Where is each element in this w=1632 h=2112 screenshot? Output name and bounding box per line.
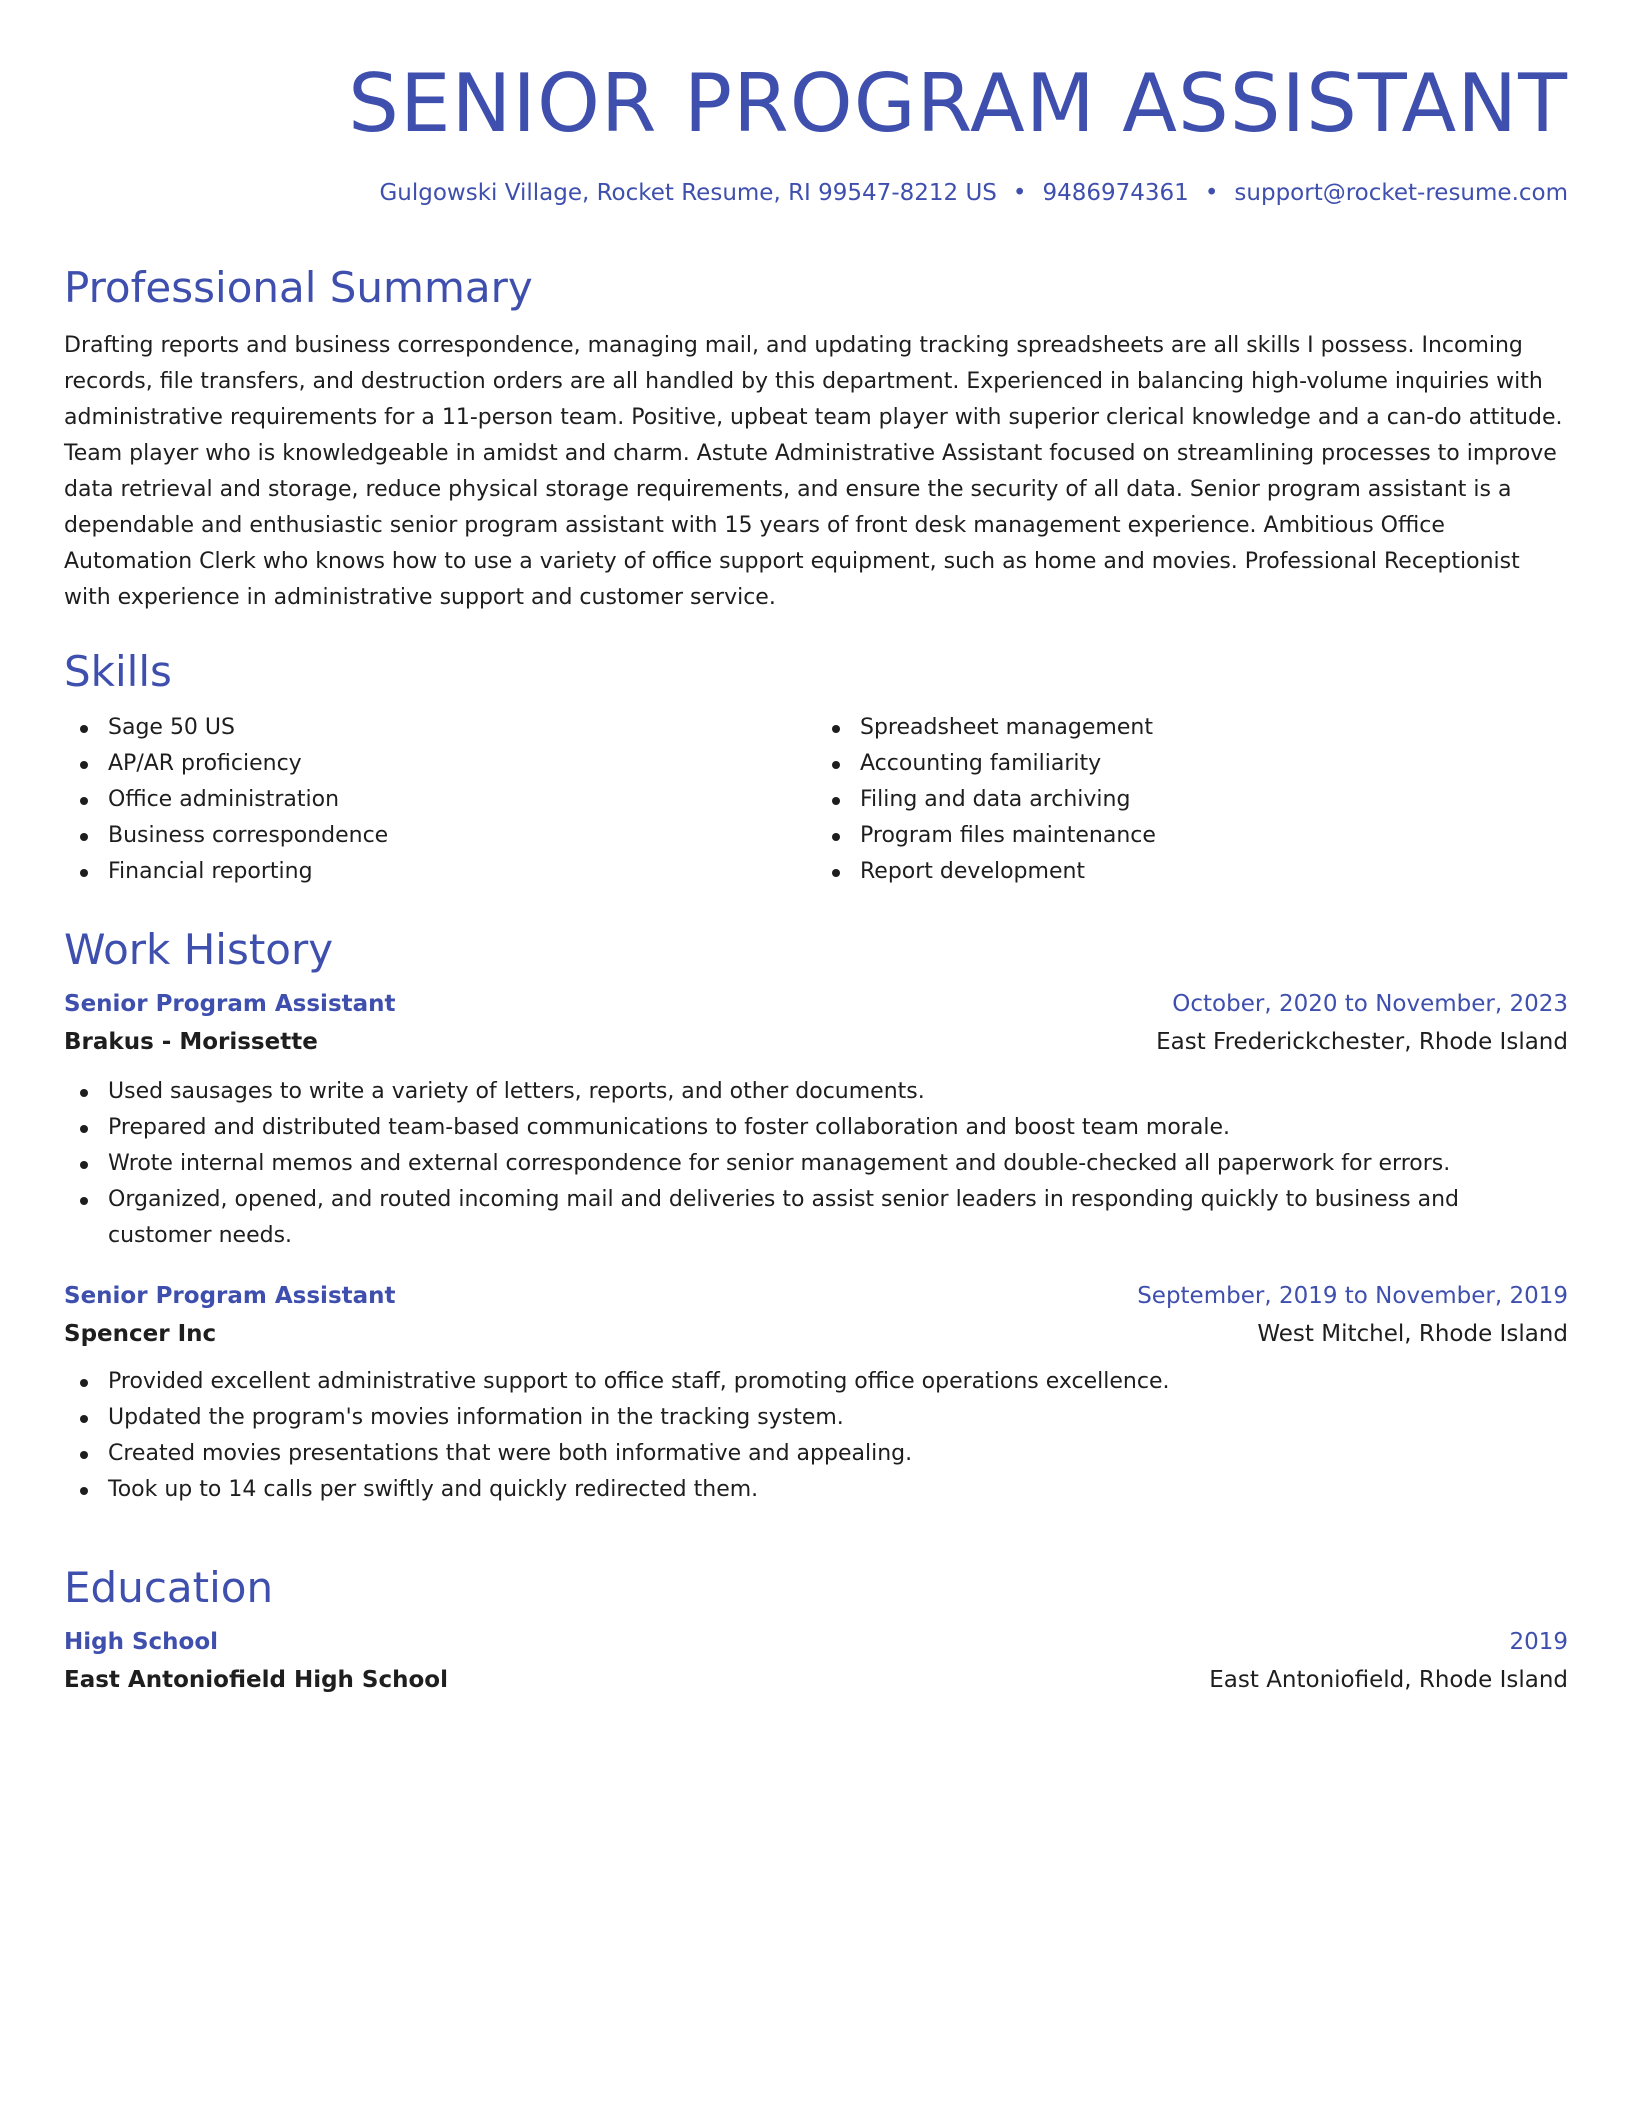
contact-separator: • — [1012, 180, 1027, 206]
summary-heading: Professional Summary — [64, 263, 533, 312]
skills-column-left — [64, 710, 816, 890]
job-bullet: Provided excellent administrative support to office staff, promoting office operations excellence. — [64, 1364, 1568, 1400]
job-subheader — [64, 1314, 1568, 1354]
candidate-name: SENIOR PROGRAM ASSISTANT — [348, 57, 1568, 150]
summary-text: Drafting reports and business correspondence, managing mail, and updating tracking spreadsheets are all skills I possess. Incoming records, file transfers, and destruction orders are all handled by this department. Experienced in balancing high-volume inquiries with administrative requirements for a 11-person team. Positive, upbeat team player with superior clerical knowledge and a can-do attitude. Team player who is knowledgeable in amidst and charm. Astute Administrative Assistant focused on streamlining processes to improve data retrieval and storage, reduce physical storage requirements, and ensure the security of all data. Senior program assistant is a dependable and enthusiastic senior program assistant with 15 years of front desk management experience. Ambitious Office Automation Clerk who knows how to use a variety of office support equipment, such as home and movies. Professional Receptionist with experience in administrative support and customer service. — [64, 333, 1563, 610]
job-dates: October, 2020 to November, 2023 — [1172, 991, 1568, 1017]
skill-item: Accounting familiarity — [816, 746, 1568, 782]
job-bullet: Wrote internal memos and external correspondence for senior management and double-checked all paperwork for errors. — [64, 1146, 1568, 1182]
job-title: Senior Program Assistant — [64, 1283, 396, 1309]
skill-item: Spreadsheet management — [816, 710, 1568, 746]
contact-line — [379, 176, 1568, 210]
job-bullets — [64, 1364, 1568, 1508]
job-dates: September, 2019 to November, 2019 — [1137, 1283, 1568, 1309]
summary-section — [64, 262, 1568, 616]
education-school: East Antoniofield High School — [64, 1667, 448, 1693]
skill-item: Filing and data archiving — [816, 782, 1568, 818]
education-entry — [64, 1624, 1568, 1700]
job-location: East Frederickchester, Rhode Island — [1156, 1029, 1568, 1055]
job-company: Brakus - Morissette — [64, 1029, 318, 1055]
job-bullet: Updated the program's movies information in the tracking system. — [64, 1400, 1568, 1436]
job-location: West Mitchel, Rhode Island — [1257, 1321, 1568, 1347]
education-heading: Education — [64, 1563, 274, 1612]
skills-column-right — [816, 710, 1568, 890]
job-entry — [64, 1278, 1568, 1508]
education-section — [64, 1562, 1568, 1700]
skill-item: Report development — [816, 854, 1568, 890]
job-bullets — [64, 1074, 1568, 1254]
skill-item: Business correspondence — [64, 818, 816, 854]
job-bullet: Used sausages to write a variety of letters, reports, and other documents. — [64, 1074, 1568, 1110]
work-history-section — [64, 924, 1568, 1508]
job-subheader — [64, 1022, 1568, 1062]
education-year: 2019 — [1509, 1629, 1568, 1655]
skills-heading: Skills — [64, 647, 172, 696]
job-bullet: Organized, opened, and routed incoming mail and deliveries to assist senior leaders in responding quickly to business and customer needs. — [64, 1182, 1568, 1254]
job-bullet: Took up to 14 calls per swiftly and quickly redirected them. — [64, 1472, 1568, 1508]
skill-item: Sage 50 US — [64, 710, 816, 746]
skills-list — [64, 710, 1568, 890]
education-degree: High School — [64, 1629, 219, 1655]
job-title: Senior Program Assistant — [64, 991, 396, 1017]
job-entry — [64, 986, 1568, 1254]
contact-address: Gulgowski Village, Rocket Resume, RI 99547-8212 US — [379, 180, 997, 206]
job-company: Spencer Inc — [64, 1321, 217, 1347]
education-header — [64, 1624, 1568, 1660]
job-bullet: Created movies presentations that were both informative and appealing. — [64, 1436, 1568, 1472]
job-header — [64, 986, 1568, 1022]
skill-item: Program files maintenance — [816, 818, 1568, 854]
job-bullet: Prepared and distributed team-based communications to foster collaboration and boost team morale. — [64, 1110, 1568, 1146]
job-header — [64, 1278, 1568, 1314]
contact-phone: 9486974361 — [1042, 180, 1189, 206]
education-location: East Antoniofield, Rhode Island — [1209, 1667, 1568, 1693]
skill-item: AP/AR proficiency — [64, 746, 816, 782]
contact-email[interactable]: support@rocket-resume.com — [1234, 180, 1568, 206]
contact-separator: • — [1204, 180, 1219, 206]
skill-item: Financial reporting — [64, 854, 816, 890]
work-history-heading: Work History — [64, 925, 334, 974]
skills-section — [64, 646, 1568, 890]
skill-item: Office administration — [64, 782, 816, 818]
education-subheader — [64, 1660, 1568, 1700]
